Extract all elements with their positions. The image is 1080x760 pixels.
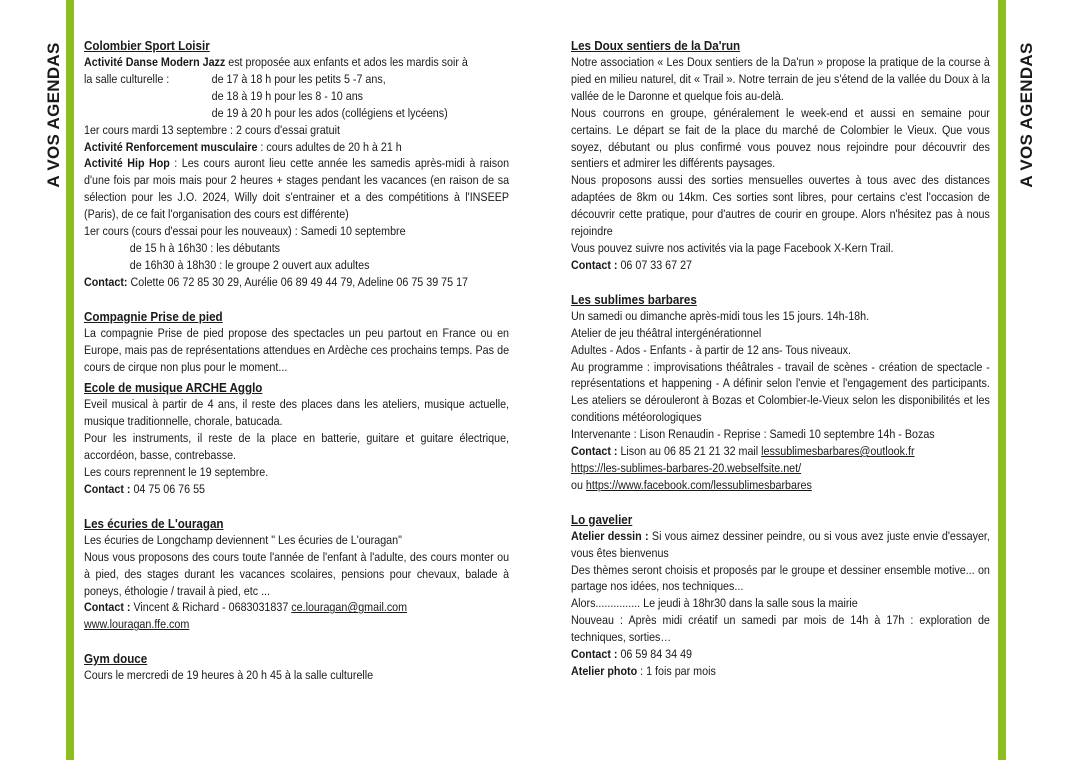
section-text: Des thèmes seront choisis et proposés par le groupe et dessiner ensemble motive... on partage nos idées, nos techniques...	[571, 562, 990, 594]
website-link[interactable]: www.louragan.ffe.com	[84, 617, 190, 632]
section-text: Nous proposons aussi des sorties mensuelles ouvertes à tous avec des distances adaptées de 8km ou 14km. Ces sorties sont libres, pour certains c'est l'occasion de découvrir cette pratique, pour d'autres de courir en groupe. Alors n'hésitez pas à nous rejoindre	[571, 173, 990, 239]
hiphop-label: Activité Hip Hop	[84, 156, 170, 171]
schedule-line: de 19 à 20 h pour les ados (collégiens et lycéens)	[211, 105, 448, 120]
section-text: Un samedi ou dimanche après-midi tous les 15 jours. 14h-18h.	[571, 308, 870, 323]
section-title: Compagnie Prise de pied	[84, 308, 223, 324]
section-text: Adultes - Ados - Enfants - à partir de 12 ans- Tous niveaux.	[571, 342, 852, 357]
section-text: Cours le mercredi de 19 heures à 20 h 45 à la salle culturelle	[84, 668, 374, 683]
section-title: Lo gavelier	[571, 511, 633, 527]
section-text: Vous pouvez suivre nos activités via la page Facebook X-Kern Trail.	[571, 240, 894, 255]
section-text: Nous courrons en groupe, généralement le week-end et aussi en semaine pour certains. Le départ se fait de la place du marché de Colombier le Vieux. Que vous soyez, débutant ou plus confirmé vous pouvez nous rejoindre pour découvrir des sentiers et admirer les différents paysages.	[571, 105, 990, 171]
section-text: Pour les instruments, il reste de la place en batterie, guitare et guitare électrique, accordéon, basse, contrebasse.	[84, 431, 510, 463]
section-text: Atelier de jeu théâtral intergénérationnel	[571, 325, 762, 340]
section-sublimes-barbares: Les sublimes barbares Un samedi ou dimanche après-midi tous les 15 jours. 14h-18h. Atelier de jeu théâtral intergénérationnel Adultes - Ados - Enfants - à partir de 12 ans- Tous niveaux. Au programme : improvisations théâtrales - travail de scènes - création de spectacle - représentations et happening - A définir selon l'envie et l'engagement des participants. Les ateliers se dérouleront à Bozas et Colombier-le-Vieux selon les disponibilités et les conditions météorologiques Intervenante : Lison Renaudin - Reprise : Samedi 10 septembre 14h - Bozas Contact : Lison au 06 85 21 21 32 mail lessublimesbarbares@outlook.fr https://les-sublimes-barbares-20.webselfsite.net/ ou https://www.facebook.com/lessublimesbarbares	[571, 291, 990, 492]
section-title: Ecole de musique ARCHE Agglo	[84, 380, 263, 396]
website-link[interactable]: https://les-sublimes-barbares-20.webselfsite.net/	[571, 460, 802, 475]
contact-line: Contact : 06 59 84 34 49	[571, 647, 693, 662]
dessin-label: Atelier dessin :	[571, 528, 649, 543]
section-gym-douce	[84, 650, 509, 684]
contact-line: Contact : Lison au 06 85 21 21 32 mail lessublimesbarbares@outlook.fr	[571, 444, 915, 459]
side-label-left: A VOS AGENDAS	[44, 42, 63, 188]
contact-line: Contact: Colette 06 72 85 30 29, Aurélie 06 89 49 44 79, Adeline 06 75 39 75 17	[84, 274, 469, 289]
section-text: Nouveau : Après midi créatif un samedi par mois de 14h à 17h : exploration de techniques, sorties…	[571, 613, 990, 645]
section-text: Intervenante : Lison Renaudin - Reprise : Samedi 10 septembre 14h - Bozas	[571, 427, 935, 442]
section-title: Les Doux sentiers de la Da'run	[571, 38, 741, 53]
jazz-label: Activité Danse Modern Jazz	[84, 55, 226, 69]
section-title: Les sublimes barbares	[571, 291, 697, 307]
left-accent-bar	[66, 0, 74, 760]
contact-line: Contact : 06 07 33 67 27	[571, 257, 693, 272]
section-text: Notre association « Les Doux sentiers de la Da'run » propose la pratique de la course à pied en milieu naturel, dit « Trail ». Notre terrain de jeu s'étend de la vallée du Doux à la vallée de le Daronne et quelque fois au-delà.	[571, 55, 990, 103]
contact-line: Contact : 04 75 06 76 55	[84, 481, 206, 496]
section-title: Colombier Sport Loisir	[84, 38, 210, 53]
section-lo-gavelier: Lo gavelier Atelier dessin : Si vous aimez dessiner peindre, ou si vous avez juste envie d'essayer, vous êtes bienvenus Des thèmes seront choisis et proposés par le groupe et dessiner ensemble motive... on partage nos idées, nos techniques... Alors............... Le jeudi à 18hr30 dans la salle sous la mairie Nouveau : Après midi créatif un samedi par mois de 14h à 17h : exploration de techniques, sorties… Contact : 06 59 84 34 49 Atelier photo : 1 fois par mois	[571, 511, 990, 678]
section-text: Eveil musical à partir de 4 ans, il reste des places dans les ateliers, musique actuelle, musique traditionnelle, chorale, batucada.	[84, 397, 510, 429]
section-text: Les écuries de Longchamp deviennent " Les écuries de L'ouragan"	[84, 532, 402, 547]
photo-label: Atelier photo	[571, 664, 638, 678]
facebook-link[interactable]: https://www.facebook.com/lessublimesbarbares	[585, 477, 812, 492]
first-course-info: 1er cours mardi 13 septembre : 2 cours d'essai gratuit	[84, 122, 340, 137]
section-colombier-sport-loisir: Colombier Sport Loisir Activité Danse Modern Jazz est proposée aux enfants et ados les mardis soir à la salle culturelle : de 17 à 18 h pour les petits 5 -7 ans, de 18 à 19 h pour les 8 - 10 ans de 19 à 20 h pour les ados (collégiens et lycéens) 1er cours mardi 13 septembre : 2 cours d'essai gratuit Activité Renforcement musculaire : cours adultes de 20 h à 21 h Activité Hip Hop : Les cours auront lieu cette année les samedis après-midi à raison d'une fois par mois mais pour 2 heures + stages pendant les vacances (en raison de sa sélection pour les J.O. 2024, Willy doit s'entrainer et a des compétitions à l'INSEEP (Paris), de ce fait l'organisation des cours est différente) 1er cours (cours d'essai pour les nouveaux) : Samedi 10 septembre de 15 h à 16h30 : les débutants de 16h30 à 18h30 : le groupe 2 ouvert aux adultes Contact: Colette 06 72 85 30 29, Aurélie 06 89 49 44 79, Adeline 06 75 39 75 17	[84, 38, 510, 289]
section-compagnie-prise-de-pied	[84, 308, 509, 376]
schedule-line: de 15 h à 16h30 : les débutants	[129, 240, 281, 255]
section-text: Nous vous proposons des cours toute l'année de l'enfant à l'adulte, des cours monter ou à pied, des stages durant les vacances scolaires, pensions pour chevaux, balade à poneys, éthologie / travail à pied, etc ...	[84, 549, 510, 598]
section-title: Gym douce	[84, 651, 148, 667]
side-label-right: A VOS AGENDAS	[1017, 42, 1036, 188]
email-link[interactable]: lessublimesbarbares@outlook.fr	[761, 444, 915, 459]
email-link[interactable]: ce.louragan@gmail.com	[291, 600, 408, 615]
right-column	[571, 37, 990, 680]
left-column	[84, 37, 509, 684]
schedule-line: de 18 à 19 h pour les 8 - 10 ans	[211, 88, 364, 103]
section-ecuries-ouragan	[84, 515, 509, 633]
section-text: Les cours reprennent le 19 septembre.	[84, 465, 269, 480]
section-title: Les écuries de L'ouragan	[84, 515, 224, 531]
section-ecole-de-musique	[84, 379, 509, 497]
contact-line: Contact : Vincent & Richard - 0683031837 ce.louragan@gmail.com	[84, 600, 408, 615]
hiphop-first-course: 1er cours (cours d'essai pour les nouveaux) : Samedi 10 septembre	[84, 224, 406, 239]
section-doux-sentiers	[571, 37, 990, 274]
section-text: La compagnie Prise de pied propose des spectacles un peu partout en France ou en Europe, mais pas de représentations attendues en Ardèche ces prochains temps. Pas de cours de cirque non plus pour le moment...	[84, 325, 510, 374]
schedule-line: de 17 à 18 h pour les petits 5 -7 ans,	[211, 71, 386, 86]
section-text: Au programme : improvisations théâtrales - travail de scènes - création de spectacle - représentations et happening - A définir selon l'envie et l'engagement des participants. Les ateliers se dérouleront à Bozas et Colombier-le-Vieux selon les disponibilités et les conditions météorologiques	[571, 359, 990, 425]
schedule-line: de 16h30 à 18h30 : le groupe 2 ouvert aux adultes	[129, 257, 370, 272]
right-accent-bar	[998, 0, 1006, 760]
section-text: Alors............... Le jeudi à 18hr30 dans la salle sous la mairie	[571, 596, 858, 611]
renfo-label: Activité Renforcement musculaire	[84, 139, 258, 154]
